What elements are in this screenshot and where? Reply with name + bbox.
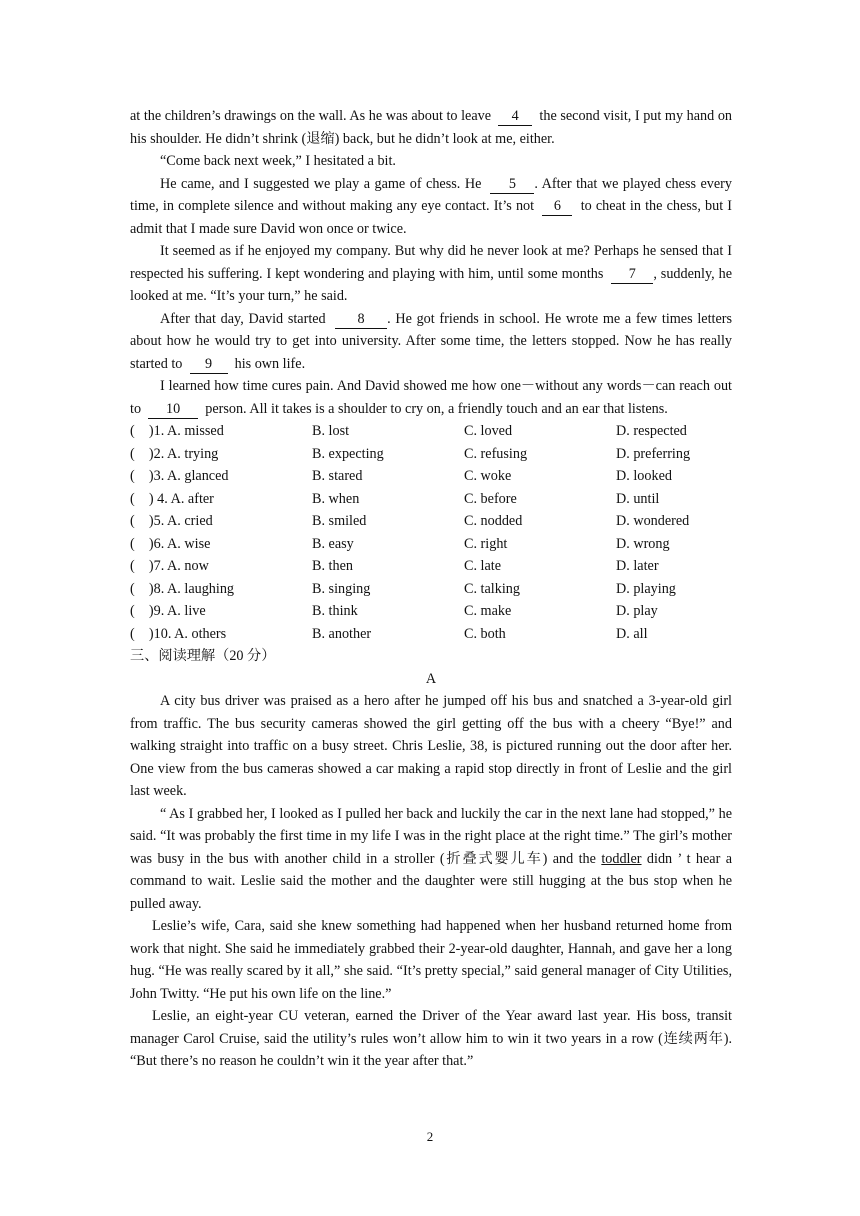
option-a: ( )3. A. glanced [130,468,229,484]
text: . After that we played chess every time, in complete silence and without making any eye contact. It’s not [130,175,732,214]
text: . He got friends in school. He wrote me a few times letters about how he would try to get into university. After some time, the letters stopped. Now he has really started to [130,310,732,372]
option-row [130,420,732,443]
option-row [130,510,732,533]
option-a: ( )9. A. live [130,603,206,619]
option-d: D. looked [616,468,672,484]
option-c: C. late [464,558,502,574]
option-b: B. then [312,558,353,574]
option-row [130,443,732,466]
reading-paragraph-2 [130,803,732,916]
option-b: B. easy [312,535,354,552]
text: It seemed as if he enjoyed my company. But why did he never look at me? Perhaps he sensed that I respected his suffering. I kept wondering and playing with him, until some months [130,243,732,282]
reading-paragraph-1: A city bus driver was praised as a hero after he jumped off his bus and snatched a 3-year-old girl from traffic. The bus security cameras showed the girl getting off the bus with a cheery “Bye!” and walking straight into traffic on a busy street. Chris Leslie, 38, is pictured running out the door after her. One view from the bus cameras showed a car making a rapid stop directly in front of Leslie and the girl last week. [130,693,732,799]
option-c: C. loved [464,423,513,439]
option-c: C. nodded [464,513,523,529]
option-c: C. woke [464,468,512,484]
option-d: D. wrong [616,535,670,552]
option-row [130,488,732,511]
text: the second visit, I put my hand on his shoulder. He didn’t shrink (退缩) back, but he didn’t look at me, either. [130,108,733,147]
option-a: ( )5. A. cried [130,513,213,529]
option-b: B. another [312,625,372,642]
blank-9: 9 [190,356,228,374]
option-d: D. respected [616,423,687,439]
underlined-word: toddler [601,850,642,867]
page-number: 2 [426,1129,434,1144]
option-b: B. lost [312,423,350,439]
option-d: D. all [616,625,648,642]
option-b: B. expecting [312,445,384,462]
option-b: B. stared [312,468,363,484]
text: to cheat in the chess, but I admit that I made sure David won once or twice. [130,198,733,237]
option-b: B. smiled [312,513,367,529]
option-row [130,578,732,601]
option-c: C. right [464,535,508,552]
blank-4: 4 [498,108,532,126]
option-d: D. wondered [616,513,690,529]
option-a: ( )1. A. missed [130,423,224,439]
option-row [130,623,732,646]
option-row [130,465,732,488]
option-row [130,600,732,623]
option-a: ( ) 4. A. after [130,490,214,507]
option-c: C. talking [464,580,520,597]
text: He came, and I suggested we play a game of chess. He [160,175,482,192]
blank-5: 5 [490,176,534,194]
option-b: B. think [312,603,358,619]
section-heading: 三、阅读理解（20 分） [130,648,276,664]
page-content [130,105,732,1073]
text: , suddenly, he looked at me. “It’s your turn,” he said. [130,265,732,304]
option-d: D. playing [616,580,676,597]
text: After that day, David started [160,310,326,327]
option-c: C. both [464,625,506,642]
passage-paragraph-6 [130,375,732,420]
text: “ As I grabbed her, I looked as I pulled her back and luckily the car in the next lane had stopped,” he said. “It was probably the first time in my life I was in the right place at the right time.” The girl’s mother was busy in the bus with another child in a stroller (折叠式婴儿车) and the [130,805,732,867]
option-a: ( )10. A. others [130,625,227,642]
option-row [130,555,732,578]
option-a: ( )7. A. now [130,558,209,574]
text: his own life. [234,355,306,372]
blank-10: 10 [148,401,198,419]
option-d: D. later [616,558,659,574]
options-list [130,420,732,645]
passage-label: A [425,670,437,687]
reading-paragraph-4: Leslie, an eight-year CU veteran, earned the Driver of the Year award last year. His boss, transit manager Carol Cruise, said the utility’s rules won’t allow him to win it two years in a row (连续两年). “But there’s no reason he couldn’t win it the year after that.” [130,1008,732,1069]
passage-paragraph-3 [130,173,732,241]
option-c: C. before [464,490,517,507]
option-b: B. singing [312,580,371,597]
reading-paragraph-3: Leslie’s wife, Cara, said she knew something had happened when her husband returned home from work that night. She said he immediately grabbed their 2-year-old daughter, Hannah, and gave her a long hug. “He was really scared by it all,” she said. “It’s pretty special,” said general manager of City Utilities, John Twitty. “He put his own life on the line.” [130,918,732,1002]
text: I learned how time cures pain. And David showed me how one－without any words－can reach out to [130,378,732,417]
option-row [130,533,732,556]
blank-6: 6 [542,198,572,216]
option-a: ( )8. A. laughing [130,580,235,597]
passage-paragraph-1 [130,105,732,150]
blank-8: 8 [335,311,387,329]
option-b: B. when [312,490,360,507]
option-c: C. make [464,603,512,619]
text: at the children’s drawings on the wall. As he was about to leave [130,108,492,124]
option-d: D. until [616,490,660,507]
passage-paragraph-2: “Come back next week,” I hesitated a bit. [160,153,396,169]
option-a: ( )6. A. wise [130,535,211,552]
option-a: ( )2. A. trying [130,445,219,462]
blank-7: 7 [611,266,653,284]
passage-paragraph-5 [130,308,732,376]
option-d: D. play [616,603,658,619]
option-d: D. preferring [616,445,691,462]
passage-paragraph-4 [130,240,732,308]
text: person. All it takes is a shoulder to cry on, a friendly touch and an ear that listens. [205,400,668,417]
text: didn ’ t hear a command to wait. Leslie said the mother and the daughter were still hugging at the bus stop when he pulled away. [130,850,733,912]
option-c: C. refusing [464,445,528,462]
